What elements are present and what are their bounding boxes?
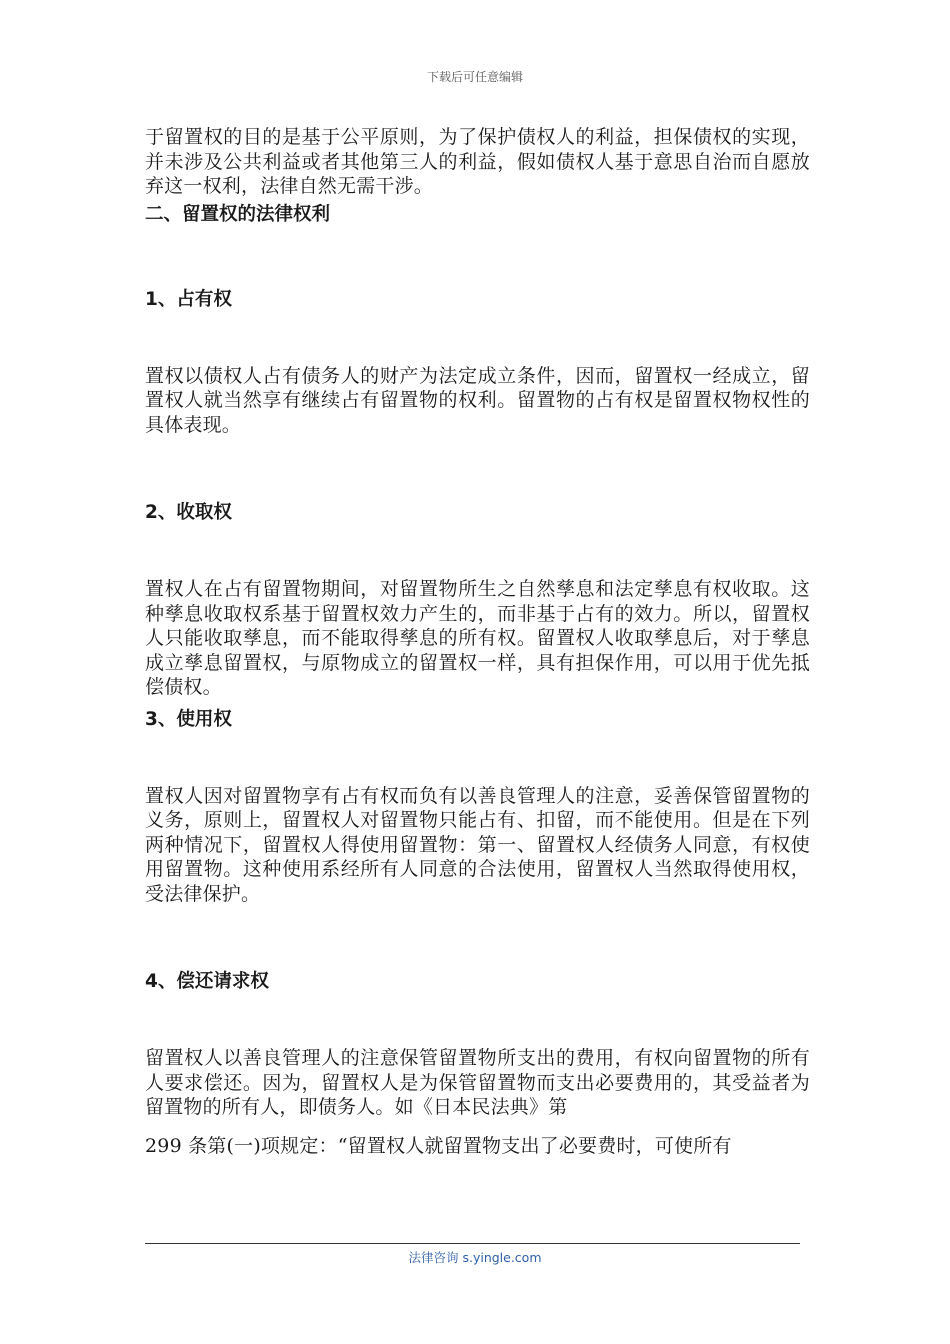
page-header: 下载后可任意编辑 xyxy=(426,70,523,84)
paragraph-reimbursement-right: 留置权人以善良管理人的注意保管留置物所支出的费用，有权向留置物的所有人要求偿还。因为，留置权人是为保管留置物而支出必要费用的，其受益者为留置物的所有人，即债务人。如《日本民法典》第 xyxy=(145,1047,810,1118)
paragraph-possession-right: 置权以债权人占有债务人的财产为法定成立条件，因而，留置权一经成立，留置权人就当然享有继续占有留置物的权利。留置物的占有权是留置权物权性的具体表现。 xyxy=(145,364,810,436)
footer-divider xyxy=(145,1243,800,1244)
heading-reimbursement-right: 4、偿还请求权 xyxy=(145,971,269,992)
heading-use-right: 3、使用权 xyxy=(145,708,232,730)
document-body xyxy=(145,125,810,1158)
paragraph-collection-right: 置权人在占有留置物期间，对留置物所生之自然孳息和法定孳息有权收取。这种孳息收取权系基于留置权效力产生的，而非基于占有的效力。所以，留置权人只能收取孳息，而不能取得孳息的所有权。留置权人收取孳息后，对于孳息成立孳息留置权，与原物成立的留置权一样，具有担保作用，可以用于优先抵偿债权。 xyxy=(145,578,810,698)
heading-possession-right: 1、占有权 xyxy=(145,288,232,310)
section-heading-legal-rights: 二、留置权的法律权利 xyxy=(145,203,331,225)
paragraph-use-right: 置权人因对留置物享有占有权而负有以善良管理人的注意，妥善保管留置物的义务，原则上，留置权人对留置物只能占有、扣留，而不能使用。但是在下列两种情况下，留置权人得使用留置物：第一、留置权人经债务人同意，有权使用留置物。这种使用系经所有人同意的合法使用，留置权人当然取得使用权，受法律保护。 xyxy=(145,784,810,905)
intro-paragraph: 于留置权的目的是基于公平原则，为了保护债权人的利益，担保债权的实现，并未涉及公共利益或者其他第三人的利益，假如债权人基于意思自治而自愿放弃这一权利，法律自然无需干涉。 xyxy=(145,126,810,197)
paragraph-civil-code-article: 299 条第(一)项规定：“留置权人就留置物支出了必要费时，可使所有 xyxy=(145,1134,732,1157)
heading-collection-right: 2、收取权 xyxy=(145,502,232,523)
footer-link[interactable]: 法律咨询 s.yingle.com xyxy=(408,1250,542,1265)
